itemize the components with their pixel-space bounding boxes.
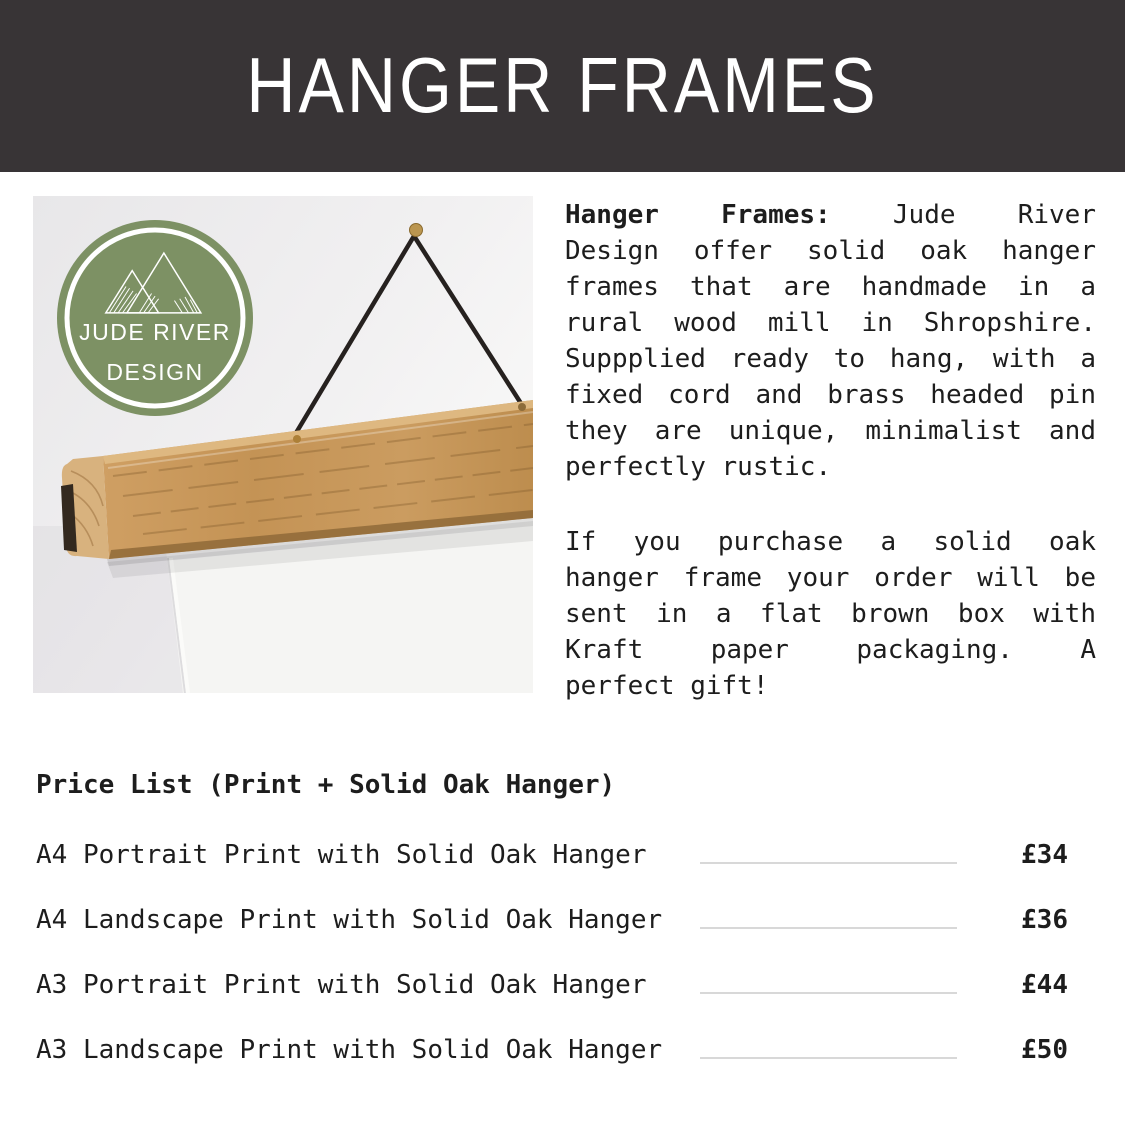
logo-text-line2: DESIGN xyxy=(106,359,204,385)
price-label: A3 Landscape Print with Solid Oak Hanger xyxy=(36,1035,663,1065)
text-line: frames that are handmade in a xyxy=(565,272,1096,302)
price-value: £34 xyxy=(1021,840,1068,870)
text-line: Suppplied ready to hang, with a xyxy=(565,344,1096,374)
intro-paragraph-1 xyxy=(565,197,1096,485)
price-label: A4 Portrait Print with Solid Oak Hanger xyxy=(36,840,647,870)
product-photo xyxy=(33,196,533,693)
price-value: £36 xyxy=(1021,905,1068,935)
price-rule xyxy=(700,927,957,929)
intro-lead-rest: Jude River xyxy=(892,200,1096,230)
price-list-heading: Price List (Print + Solid Oak Hanger) xyxy=(36,770,616,800)
price-rule xyxy=(700,1057,957,1059)
page-title: HANGER FRAMES xyxy=(246,42,879,130)
price-label: A3 Portrait Print with Solid Oak Hanger xyxy=(36,970,647,1000)
intro-text xyxy=(565,197,1096,704)
text-line: Design offer solid oak hanger xyxy=(565,236,1096,266)
price-row xyxy=(36,1035,1068,1100)
text-line: perfect gift! xyxy=(565,671,769,701)
brass-pin-icon xyxy=(410,224,423,237)
jude-river-design-logo xyxy=(55,218,255,418)
text-line: they are unique, minimalist and xyxy=(565,416,1096,446)
intro-paragraph-2 xyxy=(565,524,1096,704)
text-line: If you purchase a solid oak xyxy=(565,527,1096,557)
logo-disc xyxy=(57,220,253,416)
brass-pin-right-icon xyxy=(518,403,526,411)
intro-lead: Hanger Frames: xyxy=(565,200,831,230)
text-line: fixed cord and brass headed pin xyxy=(565,380,1096,410)
price-value: £44 xyxy=(1021,970,1068,1000)
text-line: rural wood mill in Shropshire. xyxy=(565,308,1096,338)
text-line: perfectly rustic. xyxy=(565,452,832,482)
price-row xyxy=(36,840,1068,905)
text-line: hanger frame your order will be xyxy=(565,563,1096,593)
price-value: £50 xyxy=(1021,1035,1068,1065)
price-rule xyxy=(700,992,957,994)
price-label: A4 Landscape Print with Solid Oak Hanger xyxy=(36,905,663,935)
brass-pin-left-icon xyxy=(293,435,301,443)
price-row xyxy=(36,905,1068,970)
text-line xyxy=(565,197,1096,233)
text-line: Kraft paper packaging. A xyxy=(565,635,1096,665)
text-line: sent in a flat brown box with xyxy=(565,599,1096,629)
header-band xyxy=(0,0,1125,172)
price-row xyxy=(36,970,1068,1035)
price-list xyxy=(36,840,1068,1100)
logo-text-line1: JUDE RIVER xyxy=(79,319,231,345)
price-rule xyxy=(700,862,957,864)
